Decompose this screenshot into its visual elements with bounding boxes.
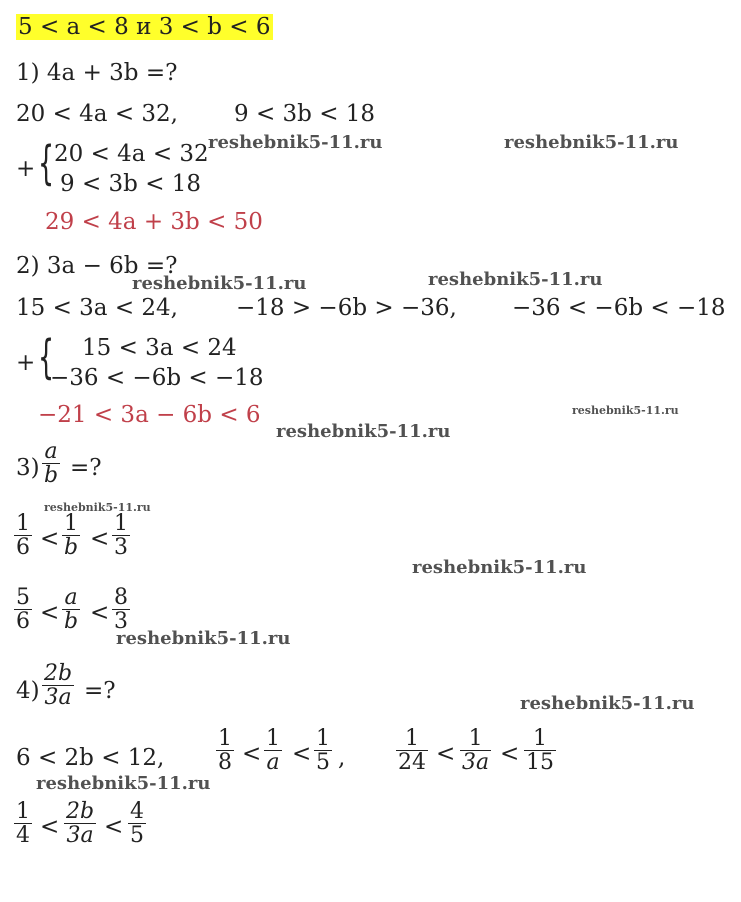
fraction: $\frac{1}{3a}$ bbox=[462, 726, 490, 775]
part3-title-fraction: $\frac{a}{b}$ bbox=[44, 439, 59, 488]
part2-line1b: −18 > −6b > −36, bbox=[236, 295, 457, 321]
fraction: $\frac{8}{3}$ bbox=[114, 585, 128, 634]
part3-title-tail: =? bbox=[70, 455, 102, 481]
fraction: $\frac{5}{6}$ bbox=[16, 585, 30, 634]
lt-sign: < bbox=[40, 814, 60, 840]
part2-system-row1: 15 < 3a < 24 bbox=[82, 335, 237, 361]
part1-line1a: 20 < 4a < 32, bbox=[16, 101, 178, 127]
part2-line1a: 15 < 3a < 24, bbox=[16, 295, 178, 321]
fraction: $\frac{1}{5}$ bbox=[316, 726, 330, 775]
problem-condition bbox=[16, 14, 273, 40]
watermark: reshebnik5-11.ru bbox=[36, 773, 211, 794]
watermark: reshebnik5-11.ru bbox=[44, 501, 151, 514]
lt-sign: < bbox=[90, 526, 110, 552]
part1-result: 29 < 4a + 3b < 50 bbox=[45, 209, 263, 235]
fraction: $\frac{1}{4}$ bbox=[16, 799, 30, 848]
lt-sign: < bbox=[242, 741, 262, 767]
lt-sign: < bbox=[40, 526, 60, 552]
part3-number: 3) bbox=[16, 455, 40, 481]
part2-brace: { bbox=[38, 330, 55, 384]
watermark: reshebnik5-11.ru bbox=[412, 557, 587, 578]
part1-brace: { bbox=[38, 136, 55, 190]
fraction: $\frac{1}{6}$ bbox=[16, 511, 30, 560]
fraction: $\frac{1}{b}$ bbox=[64, 511, 79, 560]
fraction: $\frac{4}{5}$ bbox=[130, 799, 144, 848]
fraction: $\frac{1}{24}$ bbox=[398, 726, 426, 775]
part1-title: 1) 4a + 3b =? bbox=[16, 60, 178, 86]
comma: , bbox=[338, 745, 346, 771]
part1-system-row2: 9 < 3b < 18 bbox=[60, 171, 202, 197]
part1-system-row1: 20 < 4a < 32 bbox=[54, 141, 209, 167]
lt-sign: < bbox=[292, 741, 312, 767]
watermark: reshebnik5-11.ru bbox=[428, 269, 603, 290]
watermark: reshebnik5-11.ru bbox=[132, 273, 307, 294]
part2-plus: + bbox=[16, 350, 36, 376]
watermark: reshebnik5-11.ru bbox=[276, 421, 451, 442]
watermark: reshebnik5-11.ru bbox=[520, 693, 695, 714]
watermark: reshebnik5-11.ru bbox=[116, 628, 291, 649]
lt-sign: < bbox=[436, 741, 456, 767]
lt-sign: < bbox=[500, 741, 520, 767]
fraction: $\frac{2b}{3a}$ bbox=[66, 799, 95, 848]
part4-title-fraction: $\frac{2b}{3a}$ bbox=[44, 661, 73, 710]
part1-plus: + bbox=[16, 156, 36, 182]
fraction: $\frac{1}{15}$ bbox=[526, 726, 554, 775]
part2-result: −21 < 3a − 6b < 6 bbox=[38, 402, 261, 428]
part2-system-row2: −36 < −6b < −18 bbox=[50, 365, 264, 391]
lt-sign: < bbox=[90, 600, 110, 626]
part1-line1b: 9 < 3b < 18 bbox=[234, 101, 376, 127]
part2-line1c: −36 < −6b < −18 bbox=[512, 295, 726, 321]
lt-sign: < bbox=[104, 814, 124, 840]
part4-title-tail: =? bbox=[84, 678, 116, 704]
part4-line1: 6 < 2b < 12, bbox=[16, 745, 165, 771]
fraction: $\frac{1}{a}$ bbox=[266, 726, 280, 775]
lt-sign: < bbox=[40, 600, 60, 626]
part2-title: 2) 3a − 6b =? bbox=[16, 253, 178, 279]
highlighted-condition: 5 < a < 8 и 3 < b < 6 bbox=[18, 14, 271, 40]
watermark: reshebnik5-11.ru bbox=[572, 404, 679, 417]
watermark: reshebnik5-11.ru bbox=[504, 132, 679, 153]
watermark: reshebnik5-11.ru bbox=[208, 132, 383, 153]
fraction: $\frac{a}{b}$ bbox=[64, 585, 79, 634]
fraction: $\frac{1}{8}$ bbox=[218, 726, 232, 775]
fraction: $\frac{1}{3}$ bbox=[114, 511, 128, 560]
part4-number: 4) bbox=[16, 678, 40, 704]
